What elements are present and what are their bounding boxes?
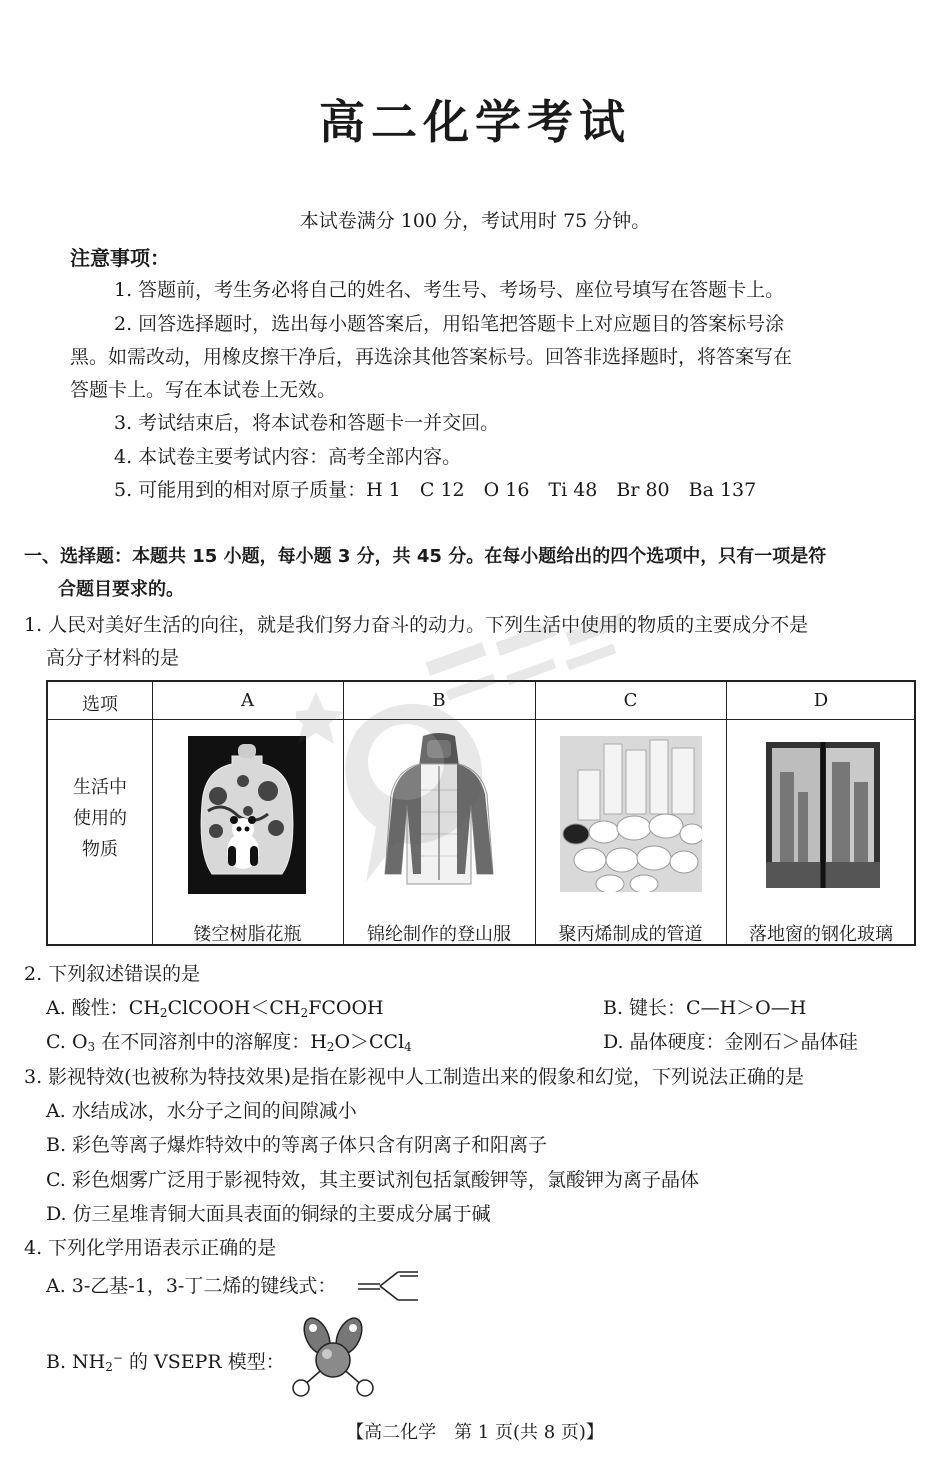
row-label-line: 生活中 — [73, 777, 127, 798]
q2-option-c: C. $O_3$ 在不同溶剂中的溶解度：$H_2O>CCl_4$ — [46, 1031, 412, 1054]
option-a-caption: 镂空树脂花瓶 — [193, 924, 302, 945]
q4-stem: 4. 下列化学用语表示正确的是 — [24, 1237, 277, 1259]
header-label: 选项 — [82, 694, 118, 715]
q3-option-c: C. 彩色烟雾广泛用于影视特效，其主要试剂包括氯酸钾等，氯酸钾为离子晶体 — [46, 1169, 699, 1191]
q3-stem: 3. 影视特效(也被称为特技效果)是指在影视中人工制造出来的假象和幻觉，下列说法正确的是 — [24, 1066, 804, 1088]
note-3: 3. 考试结束后，将本试卷和答题卡一并交回。 — [114, 412, 500, 434]
vsepr-model-icon — [289, 1312, 377, 1398]
option-b-header: B — [432, 690, 446, 711]
q3-option-a: A. 水结成冰，水分子之间的间隙减小 — [46, 1100, 357, 1122]
q1-stem: 1. 人民对美好生活的向往，就是我们努力奋斗的动力。下列生活中使用的物质的主要成分不是 — [24, 614, 809, 636]
note-2a: 2. 回答选择题时，选出每小题答案后，用铅笔把答题卡上对应题目的答案标号涂 — [114, 313, 785, 335]
table-divider — [152, 682, 153, 944]
q2-option-a: A. 酸性：$CH_2ClCOOH<CH_2FCOOH$ — [46, 997, 384, 1020]
note-5: 5. 可能用到的相对原子质量：H 1 C 12 O 16 Ti 48 Br 80 Ba 137 — [114, 479, 757, 501]
resin-vase-image — [188, 736, 306, 894]
q4-option-b: B. $NH_2^-$ 的 VSEPR 模型： — [46, 1351, 285, 1374]
option-c-caption: 聚丙烯制成的管道 — [558, 924, 703, 945]
option-c-header: C — [623, 690, 638, 711]
table-divider — [726, 682, 727, 944]
q3-option-d: D. 仿三星堆青铜大面具表面的铜绿的主要成分属于碱 — [46, 1203, 491, 1225]
q2-option-b: B. 键长：C—H＞O—H — [603, 997, 807, 1019]
exam-info: 本试卷满分 100 分，考试用时 75 分钟。 — [299, 210, 651, 232]
q4-option-a: A. 3-乙基-1，3-丁二烯的键线式： — [46, 1275, 337, 1297]
section-1-heading-cont: 合题目要求的。 — [58, 579, 184, 600]
section-1-heading: 一、选择题：本题共 15 小题，每小题 3 分，共 45 分。在每小题给出的四个选项中，只有一项是符 — [24, 546, 827, 567]
row-label-line: 使用的 — [73, 808, 127, 829]
note-1: 1. 答题前，考生务必将自己的姓名、考生号、考场号、座位号填写在答题卡上。 — [114, 279, 785, 301]
option-d-caption: 落地窗的钢化玻璃 — [749, 924, 893, 945]
row-label — [48, 772, 152, 865]
note-2b: 黑。如需改动，用橡皮擦干净后，再选涂其他答案标号。回答非选择题时，将答案写在 — [70, 346, 793, 368]
option-a-header: A — [241, 690, 254, 711]
q2-stem: 2. 下列叙述错误的是 — [24, 963, 201, 985]
option-b-caption: 锦纶制作的登山服 — [367, 924, 511, 945]
table-divider — [343, 682, 344, 944]
page-title: 高二化学考试 — [319, 95, 631, 149]
notes-heading: 注意事项： — [70, 246, 170, 270]
polypropylene-pipes-image — [560, 736, 702, 892]
note-2c: 答题卡上。写在本试卷上无效。 — [70, 379, 337, 401]
row-label-line: 物质 — [82, 839, 118, 860]
page-footer: 【高二化学 第 1 页(共 8 页)】 — [346, 1422, 604, 1443]
skeletal-formula-icon — [354, 1266, 420, 1304]
note-4: 4. 本试卷主要考试内容：高考全部内容。 — [114, 446, 462, 468]
tempered-glass-window-image — [766, 742, 880, 888]
q3-option-b: B. 彩色等离子爆炸特效中的等离子体只含有阴离子和阳离子 — [46, 1134, 548, 1156]
option-d-header: D — [813, 690, 829, 711]
q1-options-table — [46, 680, 916, 946]
q1-stem-cont: 高分子材料的是 — [46, 647, 180, 669]
mountaineering-jacket-image — [383, 730, 495, 894]
table-divider — [535, 682, 536, 944]
q2-option-d: D. 晶体硬度：金刚石＞晶体硅 — [603, 1031, 858, 1053]
